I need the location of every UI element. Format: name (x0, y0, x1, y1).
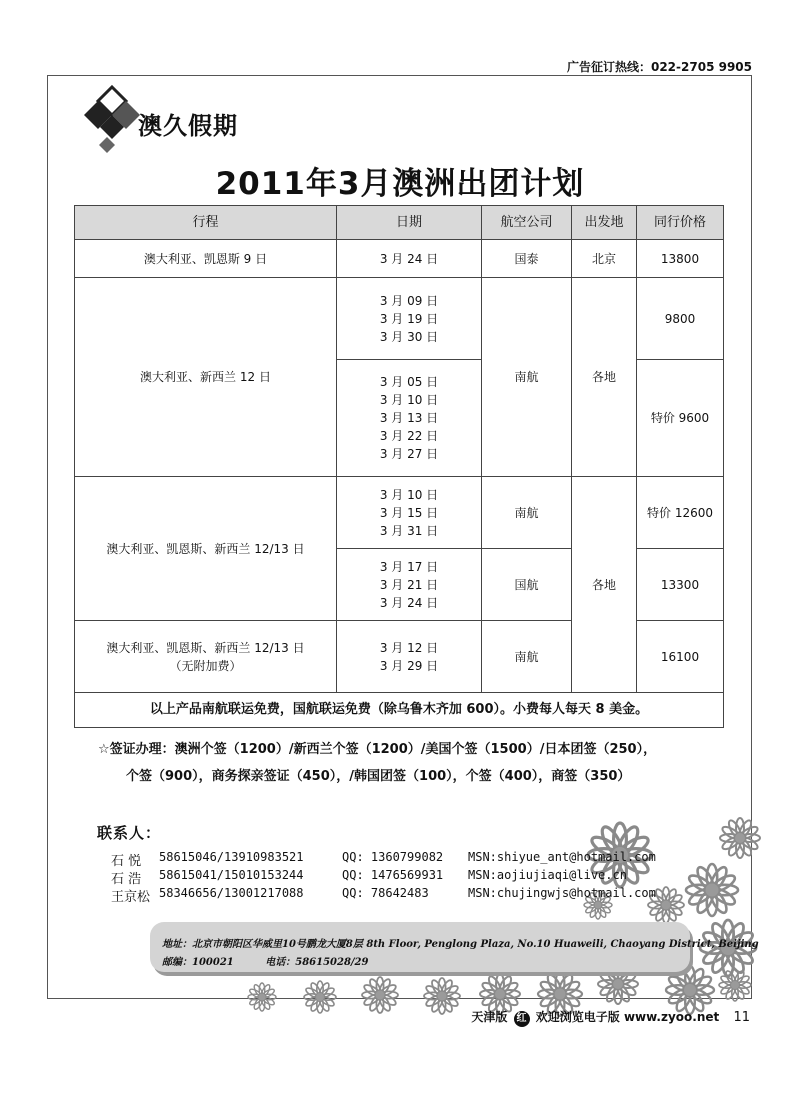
contact-name: 石 悦 (111, 854, 142, 869)
date-cell (337, 477, 482, 549)
contact-phone: 58615046/13910983521 (159, 850, 304, 864)
page-number: 11 (733, 1010, 750, 1025)
ad-hotline: 广告征订热线：022-2705 9905 (566, 60, 752, 74)
airline-cell: 南航 (482, 477, 572, 549)
contact-qq: QQ: 1476569931 (342, 868, 444, 882)
date-item: 3 月 05 日 (379, 375, 439, 389)
airline-cell: 国泰 (482, 240, 572, 278)
visa-line-2: 个签（900），商务探亲签证（450），/韩国团签（100），个签（400），商签（350） (126, 769, 631, 784)
welcome-text: 欢迎浏览电子版 (535, 1010, 620, 1024)
date-cell (337, 621, 482, 693)
zip-code: 邮编：100021 (162, 957, 234, 968)
date-item: 3 月 13 日 (379, 411, 439, 425)
contact-phone: 58346656/13001217088 (159, 886, 304, 900)
office-phone: 电话：58615028/29 (265, 957, 369, 968)
route-cell: 澳大利亚、凯恩斯 9 日 (75, 240, 337, 278)
contact-name: 石 浩 (111, 872, 142, 887)
contact-phone: 58615041/15010153244 (159, 868, 304, 882)
header-route: 行程 (75, 206, 337, 240)
date-item: 3 月 22 日 (379, 429, 439, 443)
price-cell: 特价 9600 (637, 360, 724, 477)
route-text: 澳大利亚、凯恩斯、新西兰 12/13 日 (106, 640, 305, 655)
table-row (75, 240, 724, 278)
price-cell: 13800 (637, 240, 724, 278)
route-cell: 澳大利亚、凯恩斯、新西兰 12/13 日 (75, 477, 337, 621)
brand-name: 澳久假期 (138, 111, 238, 140)
address-line: 地址：北京市朝阳区华威里10号鹏龙大厦8层 8th Floor, Penglong Plaza, No.10 Huaweili, Chaoyang District, Beijing (162, 939, 759, 950)
departure-cell: 各地 (572, 278, 637, 477)
price-cell: 16100 (637, 621, 724, 693)
table-note-row (75, 693, 724, 728)
route-cell (75, 621, 337, 693)
edition-label: 天津版 (471, 1010, 508, 1024)
date-item: 3 月 27 日 (379, 447, 439, 461)
date-item: 3 月 10 日 (379, 487, 439, 502)
table-header-row (75, 206, 724, 240)
table-row (75, 278, 724, 360)
price-cell: 9800 (637, 278, 724, 360)
contact-title: 联系人： (97, 824, 162, 842)
date-item: 3 月 24 日 (379, 595, 439, 610)
date-item: 3 月 31 日 (379, 523, 439, 538)
header-airline: 航空公司 (482, 206, 572, 240)
table-note: 以上产品南航联运免费，国航联运免费（除乌鲁木齐加 600）。小费每人每天 8 美金。 (75, 693, 724, 728)
contact-name: 王京松 (111, 890, 151, 905)
date-cell (337, 278, 482, 360)
date-item: 3 月 09 日 (379, 293, 439, 308)
edition-badge-icon: 红 (514, 1011, 530, 1027)
contact-qq: QQ: 78642483 (342, 886, 429, 900)
page-footer (471, 1008, 750, 1027)
route-note: （无附加费） (169, 658, 242, 673)
departure-cell: 各地 (572, 477, 637, 693)
address-contact (162, 953, 368, 968)
date-item: 3 月 17 日 (379, 559, 439, 574)
date-item: 3 月 12 日 (379, 640, 439, 655)
date-item: 3 月 21 日 (379, 577, 439, 592)
date-item: 3 月 19 日 (379, 311, 439, 326)
airline-cell: 南航 (482, 621, 572, 693)
price-cell: 特价 12600 (637, 477, 724, 549)
header-price: 同行价格 (637, 206, 724, 240)
airline-cell: 南航 (482, 278, 572, 477)
date-item: 3 月 10 日 (379, 393, 439, 407)
date-item: 3 月 24 日 (379, 251, 439, 266)
visa-info (98, 736, 656, 790)
price-cell: 13300 (637, 549, 724, 621)
tour-schedule-table (74, 205, 724, 728)
date-cell (337, 360, 482, 477)
departure-cell: 北京 (572, 240, 637, 278)
route-cell: 澳大利亚、新西兰 12 日 (75, 278, 337, 477)
visa-line-1: ☆签证办理：澳洲个签（1200）/新西兰个签（1200）/美国个签（1500）/日本团签（250）， (98, 742, 657, 757)
airline-cell: 国航 (482, 549, 572, 621)
page-title: 2011年3月澳洲出团计划 (215, 166, 585, 202)
header-date: 日期 (337, 206, 482, 240)
date-cell (337, 549, 482, 621)
table-row (75, 477, 724, 549)
date-cell (337, 240, 482, 278)
contact-msn[interactable]: MSN:chujingwjs@hotmail.com (468, 886, 656, 900)
contact-qq: QQ: 1360799082 (342, 850, 444, 864)
date-item: 3 月 15 日 (379, 505, 439, 520)
date-item: 3 月 29 日 (379, 658, 439, 673)
header-departure: 出发地 (572, 206, 637, 240)
contact-msn[interactable]: MSN:aojiujiaqi@live.cn (468, 868, 627, 882)
contact-msn[interactable]: MSN:shiyue_ant@hotmail.com (468, 850, 656, 864)
site-url[interactable]: www.zyoo.net (623, 1010, 720, 1024)
date-item: 3 月 30 日 (379, 329, 439, 344)
